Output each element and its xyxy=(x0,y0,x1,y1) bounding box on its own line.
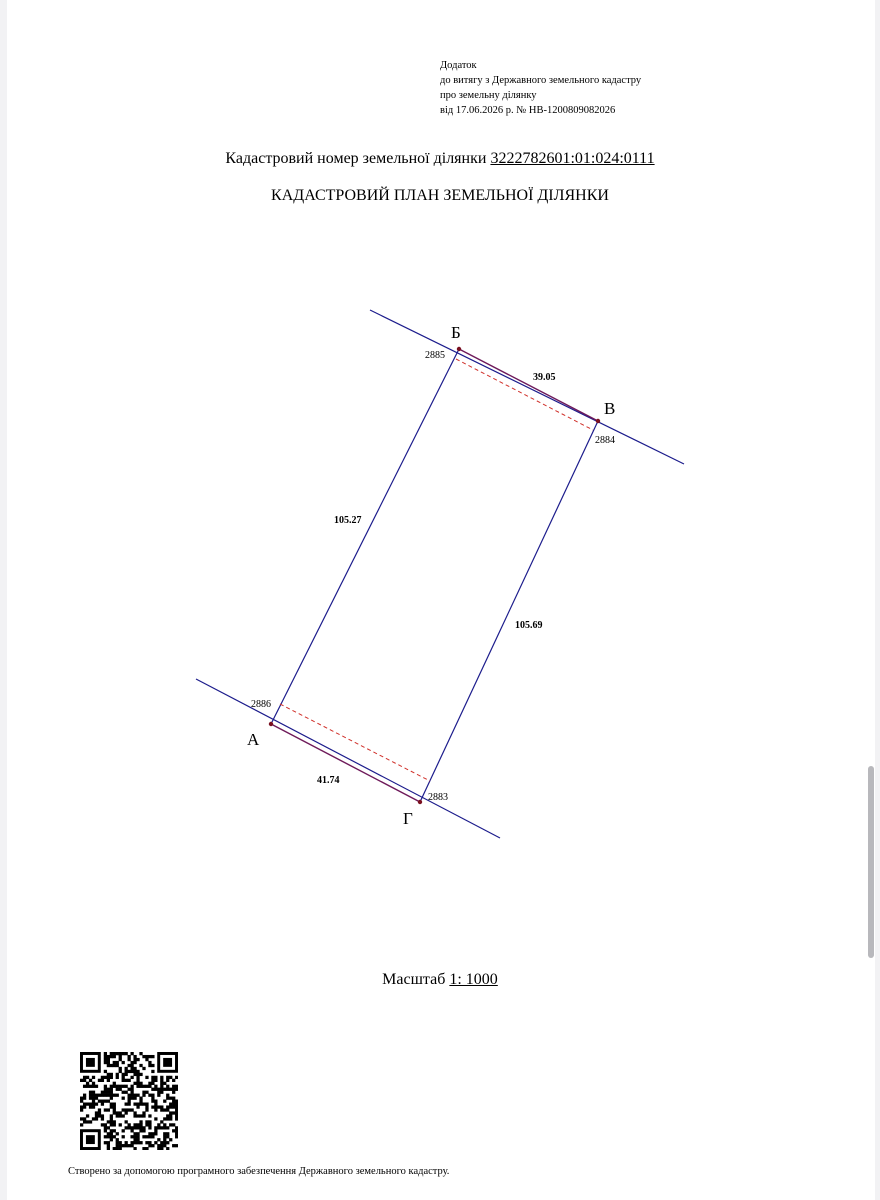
side-b-v xyxy=(459,349,598,421)
point-number-2883: 2883 xyxy=(428,792,448,803)
vertex-v xyxy=(596,419,600,423)
vertical-scrollbar[interactable] xyxy=(868,766,874,958)
point-number-2885: 2885 xyxy=(425,350,445,361)
length-label-a-b: 105.27 xyxy=(334,515,362,526)
point-number-2884: 2884 xyxy=(595,435,615,446)
length-label-v-g: 105.69 xyxy=(515,620,543,631)
corner-label-v: В xyxy=(604,399,616,418)
footer-note: Створено за допомогою програмного забезпечення Державного земельного кадастру. xyxy=(68,1166,450,1177)
dashed-line-top xyxy=(456,359,593,430)
cadastral-number-label: Кадастровий номер земельної ділянки xyxy=(225,150,487,167)
vertex-a xyxy=(269,722,273,726)
scale-label: Масштаб xyxy=(382,971,446,988)
side-a-g xyxy=(271,724,420,802)
length-label-b-v: 39.05 xyxy=(533,372,556,383)
dashed-line-bottom xyxy=(280,704,430,781)
lower-boundary-line xyxy=(196,679,500,838)
scale-value: 1: 1000 xyxy=(449,971,498,988)
corner-label-b: Б xyxy=(451,323,461,342)
plan-title: КАДАСТРОВИЙ ПЛАН ЗЕМЕЛЬНОЇ ДІЛЯНКИ xyxy=(271,187,609,204)
vertex-b xyxy=(457,347,461,351)
cadastral-number-value: 3222782601:01:024:0111 xyxy=(490,150,655,167)
corner-label-a: А xyxy=(247,730,260,749)
length-label-a-g: 41.74 xyxy=(317,775,340,786)
corner-label-g: Г xyxy=(403,809,413,828)
side-a-b xyxy=(271,349,459,724)
annex-line-1: Додаток xyxy=(440,60,477,71)
qr-code-icon xyxy=(80,1052,178,1150)
annex-line-4: від 17.06.2026 р. № НВ-1200809082026 xyxy=(440,105,616,116)
vertex-g xyxy=(418,800,422,804)
upper-boundary-line xyxy=(370,310,684,464)
annex-line-3: про земельну ділянку xyxy=(440,90,537,101)
scale-line xyxy=(0,971,880,989)
annex-line-2: до витягу з Державного земельного кадастру xyxy=(440,75,642,86)
side-v-g xyxy=(420,421,598,802)
point-number-2886: 2886 xyxy=(251,699,271,710)
